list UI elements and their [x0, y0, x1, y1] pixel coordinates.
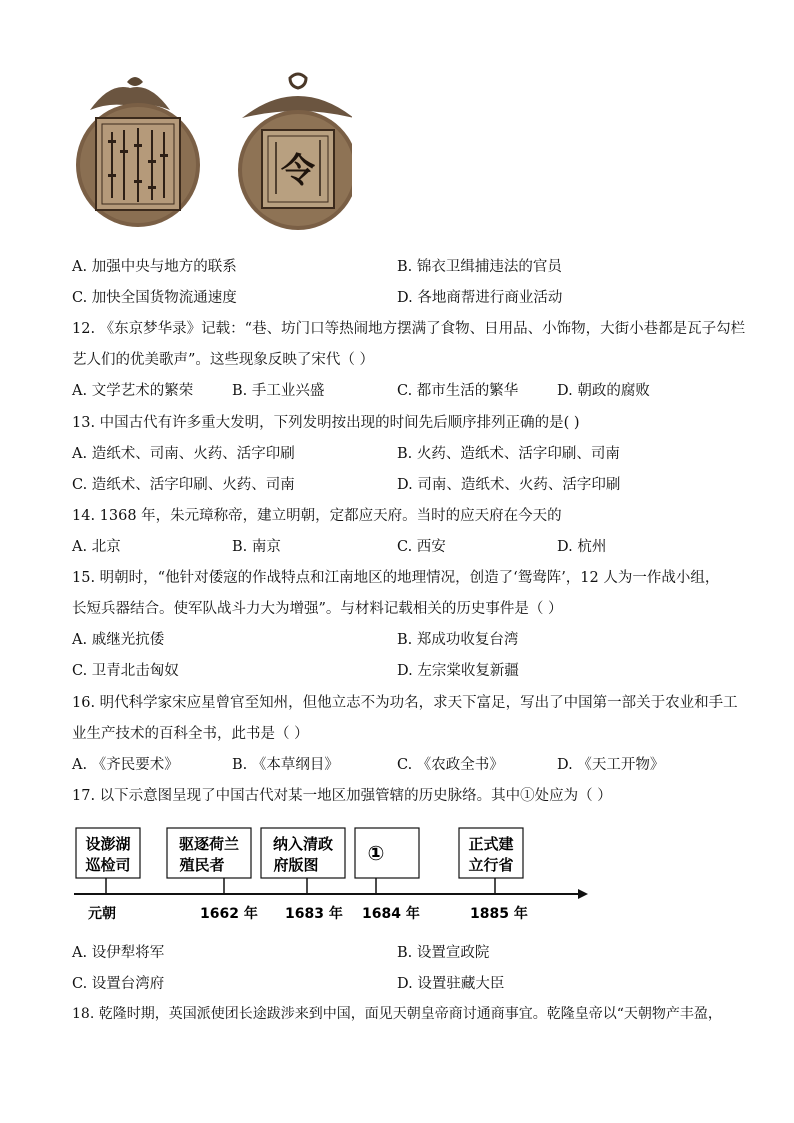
q16-stem-line1: 16. 明代科学家宋应星曾官至知州，但他立志不为功名，求天下富足，写出了中国第一部关于农业和手工	[72, 695, 738, 711]
svg-text:设澎湖: 设澎湖	[85, 835, 131, 853]
q17-option-d[interactable]: D. 设置驻藏大臣	[397, 976, 505, 992]
q15-option-d[interactable]: D. 左宗棠收复新疆	[397, 663, 519, 679]
q17-stem: 17. 以下示意图呈现了中国古代对某一地区加强管辖的历史脉络。其中①处应为（ ）	[72, 788, 612, 804]
q12-option-b[interactable]: B. 手工业兴盛	[232, 383, 325, 399]
q13-option-c[interactable]: C. 造纸术、活字印刷、火药、司南	[72, 477, 295, 493]
q12-option-d[interactable]: D. 朝政的腐败	[557, 383, 650, 399]
timeline-box-5	[459, 828, 523, 878]
q11-option-d[interactable]: D. 各地商帮进行商业活动	[397, 290, 563, 306]
svg-text:驱逐荷兰: 驱逐荷兰	[178, 835, 240, 853]
svg-text:纳入清政: 纳入清政	[272, 835, 334, 853]
timeline-box-4-blank	[355, 828, 419, 878]
q11-option-b[interactable]: B. 锦衣卫缉捕违法的官员	[397, 259, 562, 275]
q13-option-d[interactable]: D. 司南、造纸术、火药、活字印刷	[397, 477, 621, 493]
q11-option-c[interactable]: C. 加快全国货物流通速度	[72, 290, 237, 306]
medallion-left	[76, 77, 200, 227]
q14-option-d[interactable]: D. 杭州	[557, 539, 607, 555]
svg-text:府版图: 府版图	[273, 856, 319, 874]
q15-stem-line1: 15. 明朝时，“他针对倭寇的作战特点和江南地区的地理情况，创造了‘鸳鸯阵’，12 人为一作战小组，	[72, 570, 720, 586]
q16-stem-line2: 业生产技术的百科全书，此书是（ ）	[72, 726, 309, 742]
q14-stem: 14. 1368 年，朱元璋称帝，建立明朝，定都应天府。当时的应天府在今天的	[72, 508, 562, 524]
timeline-label-1684: 1684 年	[362, 906, 420, 922]
q15-stem-line2: 长短兵器结合。使军队战斗力大为增强”。与材料记载相关的历史事件是（ ）	[72, 601, 563, 617]
timeline-label-1885: 1885 年	[470, 906, 528, 922]
q15-option-b[interactable]: B. 郑成功收复台湾	[397, 632, 519, 648]
seal-character: 令	[281, 151, 315, 191]
q16-option-c[interactable]: C. 《农政全书》	[397, 757, 504, 773]
timeline-arrow-icon	[578, 889, 588, 899]
q14-option-b[interactable]: B. 南京	[232, 539, 281, 555]
q17-option-a[interactable]: A. 设伊犁将军	[72, 945, 165, 961]
timeline-box-1	[76, 828, 140, 878]
q17-option-b[interactable]: B. 设置宣政院	[397, 945, 490, 961]
q17-option-c[interactable]: C. 设置台湾府	[72, 976, 165, 992]
timeline-box-2	[167, 828, 251, 878]
svg-text:立行省: 立行省	[468, 856, 514, 874]
q14-option-a[interactable]: A. 北京	[72, 539, 121, 555]
timeline-label-yuan: 元朝	[88, 906, 116, 922]
q18-stem: 18. 乾隆时期，英国派使团长途跋涉来到中国，面见天朝皇帝商讨通商事宜。乾隆皇帝以“天朝物产丰盈，	[72, 1006, 722, 1022]
q14-option-c[interactable]: C. 西安	[397, 539, 446, 555]
svg-text:①: ①	[367, 841, 385, 865]
q11-option-a[interactable]: A. 加强中央与地方的联系	[72, 259, 237, 275]
q15-option-c[interactable]: C. 卫青北击匈奴	[72, 663, 179, 679]
svg-text:巡检司: 巡检司	[85, 856, 131, 874]
q13-option-b[interactable]: B. 火药、造纸术、活字印刷、司南	[397, 446, 620, 462]
q12-stem-line2: 艺人们的优美歌声”。这些现象反映了宋代（ ）	[72, 352, 375, 368]
timeline-box-3	[261, 828, 345, 878]
svg-text:殖民者: 殖民者	[179, 856, 225, 874]
q11-medallion-image	[72, 70, 352, 240]
q12-stem-line1: 12. 《东京梦华录》记载：“巷、坊门口等热闹地方摆满了食物、日用品、小饰物，大街小巷都是瓦子勾栏	[72, 321, 746, 337]
q12-option-a[interactable]: A. 文学艺术的繁荣	[72, 383, 194, 399]
svg-text:正式建: 正式建	[468, 835, 514, 853]
q13-stem: 13. 中国古代有许多重大发明，下列发明按出现的时间先后顺序排列正确的是( )	[72, 415, 580, 431]
q17-timeline-diagram	[72, 820, 602, 930]
q16-option-a[interactable]: A. 《齐民要术》	[72, 757, 179, 773]
q16-option-b[interactable]: B. 《本草纲目》	[232, 757, 339, 773]
q15-option-a[interactable]: A. 戚继光抗倭	[72, 632, 165, 648]
medallion-right	[238, 74, 352, 230]
timeline-label-1683: 1683 年	[285, 906, 343, 922]
q13-option-a[interactable]: A. 造纸术、司南、火药、活字印刷	[72, 446, 295, 462]
timeline-label-1662: 1662 年	[200, 906, 258, 922]
q16-option-d[interactable]: D. 《天工开物》	[557, 757, 665, 773]
q12-option-c[interactable]: C. 都市生活的繁华	[397, 383, 519, 399]
